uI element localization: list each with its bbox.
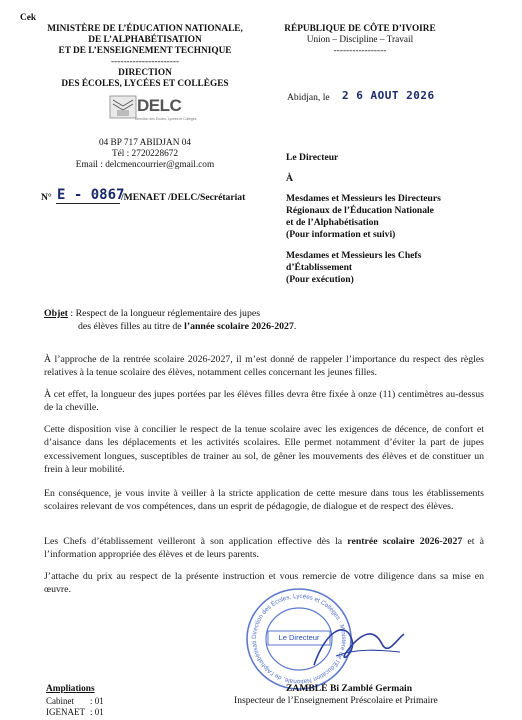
ampliation-value: : 01 xyxy=(90,706,104,717)
address-block xyxy=(20,138,270,171)
reference-underline xyxy=(56,203,120,204)
separator: ----------------- xyxy=(333,46,387,56)
ministry-line: DE L’ALPHABÉTISATION xyxy=(88,35,202,45)
reference-suffix: /MENAET /DELC/Secrétariat xyxy=(121,192,246,203)
ampliations-heading: Ampliations xyxy=(46,684,95,694)
reference-number: E - 0867 xyxy=(57,187,125,203)
country-name: RÉPUBLIQUE DE CÔTE D’IVOIRE xyxy=(284,24,436,34)
paragraph-5 xyxy=(44,535,484,562)
paragraph-4: En conséquence, je vous invite à veiller à la stricte application de cette mesure dans tous les établissements scolaires relevant de vos compétences, dans un esprit de pédagogie, de dialogue et de respect des élèves. xyxy=(44,488,484,513)
sender-title: Le Directeur xyxy=(286,152,339,163)
direction-line: DIRECTION xyxy=(118,68,172,78)
address-line: Email : delcmencourrier@gmail.com xyxy=(75,160,215,170)
paragraph-6: J’attache du prix au respect de la présente instruction et vous remercie de votre diligence dans sa mise en œuvre. xyxy=(44,571,484,596)
address-line: Tél : 2720228672 xyxy=(111,149,179,159)
stamp-ring-text: Direction des Écoles, Lycées et Collèges · Ministère de l’Éducation Nationale, de l’Alphabétisati xyxy=(250,592,348,686)
object-line-2-end: . xyxy=(293,321,297,332)
recipient-line: d’Établissement xyxy=(286,262,353,273)
paragraph-3: Cette disposition vise à concilier le respect de la tenue scolaire avec les exigences de décence, de confort et d’aisance dans les déplacements et les activités scolaires. Elle permet notamment d’éviter la part de jupes excessivement longues, susceptibles de trainer au sol, de gêner les mouvements des élèves et de constituer un frein à leur mobilité. xyxy=(44,424,484,476)
paragraph-5-bold: rentrée scolaire 2026-2027 xyxy=(347,536,463,547)
ampliation-row xyxy=(46,707,104,718)
object-block xyxy=(44,307,296,333)
date-stamp-text: 2 6 AOUT 2026 xyxy=(342,89,435,102)
stamp-center-text: Le Directeur xyxy=(278,633,320,642)
ampliations-list xyxy=(46,696,104,717)
signatory-title: Inspecteur de l’Enseignement Préscolaire et Primaire xyxy=(234,695,438,706)
direction-line: DES ÉCOLES, LYCÉES ET COLLÈGES xyxy=(61,79,229,89)
paragraph-5-b: et à l’information appropriée des élèves et de leurs parents. xyxy=(44,536,484,561)
paragraph-5-a: Les Chefs d’établissement veilleront à son application effective dès la xyxy=(44,536,348,547)
recipients-group-2 xyxy=(286,250,486,286)
to-word: À xyxy=(286,173,293,184)
address-line: 04 BP 717 ABIDJAN 04 xyxy=(98,138,192,148)
object-label: Objet xyxy=(44,308,68,319)
handwritten-signature xyxy=(296,610,416,680)
ampliation-label: Cabinet xyxy=(46,696,74,706)
country-header xyxy=(280,24,440,57)
recipient-line: (Pour exécution) xyxy=(286,274,354,285)
recipients-group-1 xyxy=(286,193,486,241)
cabinet-code: Cek xyxy=(20,13,37,23)
date-prefix: Abidjan, le xyxy=(287,92,330,103)
object-line-1: : Respect de la longueur réglementaire des jupes xyxy=(67,308,261,319)
recipient-line: et de l’Alphabétisation xyxy=(286,217,379,228)
ampliation-label: IGENAET xyxy=(46,706,85,717)
ministry-line: MINISTÈRE DE L’ÉDUCATION NATIONALE, xyxy=(47,24,243,34)
signature-icon xyxy=(296,610,416,680)
paragraph-1: À l’approche de la rentrée scolaire 2026-2027, il m’est donné de rappeler l’importance du respect des règles relatives à la tenue scolaire des élèves, notamment celles concernant les jeunes filles. xyxy=(44,354,484,379)
country-motto: Union – Discipline – Travail xyxy=(306,35,414,45)
ampliation-value: : 01 xyxy=(90,696,104,706)
paragraph-2: À cet effet, la longueur des jupes portées par les élèves filles devra être fixée à onze (11) centimètres au-dessus de la cheville. xyxy=(44,389,484,414)
signatory-name: ZAMBLÉ Bi Zamblé Germain xyxy=(286,683,413,694)
delc-logo xyxy=(107,90,197,130)
recipient-line: Mesdames et Messieurs les Chefs xyxy=(286,250,422,261)
recipient-line: (Pour information et suivi) xyxy=(286,229,396,240)
recipient-line: Mesdames et Messieurs les Directeurs xyxy=(286,193,441,204)
ministry-line: ET DE L’ENSEIGNEMENT TECHNIQUE xyxy=(58,46,232,56)
object-line-2: des élèves filles au titre de xyxy=(78,321,185,332)
recipient-line: Régionaux de l’Éducation Nationale xyxy=(286,205,434,216)
separator: ---------------------- xyxy=(110,57,180,67)
reference-prefix: N° xyxy=(41,192,52,203)
logo-text: DELC xyxy=(137,96,182,115)
date-stamp xyxy=(342,89,435,102)
logo-subtext: Direction des Écoles, Lycées et Collèges xyxy=(135,117,197,121)
ampliation-row xyxy=(46,696,104,707)
ministry-name xyxy=(20,24,270,90)
object-line-2-bold: l’année scolaire 2026-2027 xyxy=(184,321,294,332)
